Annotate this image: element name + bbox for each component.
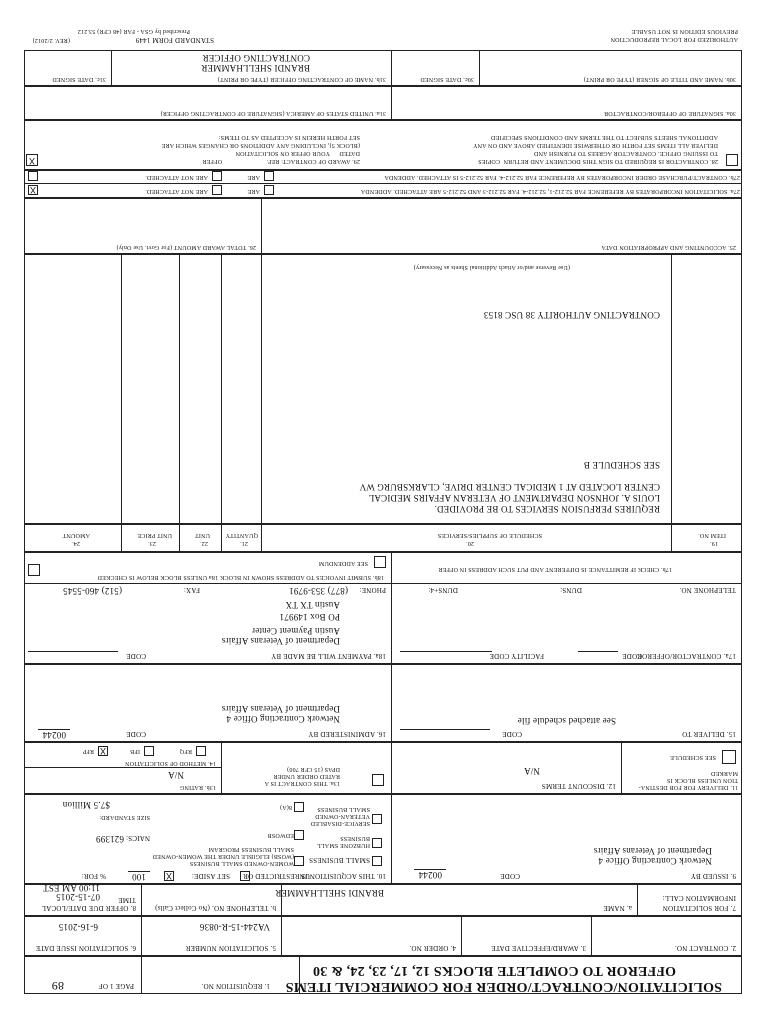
- 28-checkbox[interactable]: [726, 154, 738, 166]
- deliver-to: See attached schedule file: [517, 716, 616, 726]
- sig-30b-label: 30b. NAME AND TITLE OF SIGNER (TYPE OR PRINT): [583, 76, 736, 82]
- col-22-label: UNIT: [194, 532, 210, 538]
- check-17b-label: 17b. CHECK IF REMITTANCE IS DIFFERENT AND PUT SUCH ADDRESS IN OFFER: [438, 566, 672, 572]
- payment-label: 18a. PAYMENT WILL BE MADE BY: [270, 652, 386, 660]
- col-21-num: 21.: [239, 540, 248, 546]
- row-28-line-2: TO ISSUING OFFICE. CONTRACTOR AGREES TO FURNISH AND: [533, 150, 718, 156]
- row-27a-text: 27a. SOLICITATION INCORPORATES BY REFERENCE FAR 52.212-1, 52.212-4. FAR 52.212-3 AND 52.212-5 ARE ATTACHED. ADDENDA: [360, 188, 740, 194]
- col-23-num: 23.: [147, 540, 156, 546]
- small-business-label: SMALL BUSINESS: [308, 856, 370, 864]
- reverse-note: (Use Reverse and/or Attach Additional Sheets as Necessary): [413, 264, 570, 270]
- naics-label: NAICS:: [125, 834, 150, 842]
- hubzone-label-1: HUBZONE SMALL: [316, 842, 370, 848]
- payment-line-3: PO Box 149971: [279, 612, 340, 622]
- wosb-label-1: WOMEN-OWNED SMALL BUSINESS: [189, 860, 294, 866]
- 27a-are-label: ARE: [247, 188, 260, 194]
- row-28-line-1: 28. CONTRACTOR IS REQUIRED TO SIGN THIS DOCUMENT AND RETURN: [503, 158, 718, 164]
- contracting-authority: CONTRACTING AUTHORITY 38 USC 8153: [483, 310, 660, 320]
- footer-prescribed: Prescribed by GSA - FAR (48 CFR) 53.212: [77, 28, 190, 34]
- row-29-line-3: (BLOCK 5), INCLUDING ANY ADDITIONS OR CHANGES WHICH ARE: [161, 142, 360, 148]
- col-19-num: 19.: [709, 540, 718, 546]
- col-24-num: 24.: [71, 540, 80, 546]
- duns4-label: DUNS+4:: [428, 586, 458, 594]
- sig-31a-label: 31a. UNITED STATES OF AMERICA (SIGNATURE OF CONTRACTING OFFICER): [160, 110, 386, 116]
- admin-code: 00244: [39, 729, 71, 740]
- phone-label-18: PHONE:: [359, 586, 386, 594]
- see-schedule-b: SEE SCHEDULE B: [583, 460, 660, 470]
- contact-name: BRANDI SHELLHAMMER: [275, 888, 384, 898]
- 27b-are-not-checkbox[interactable]: [212, 171, 222, 181]
- rfp-label: RFP: [82, 748, 94, 754]
- items-header: [24, 524, 742, 552]
- contracting-officer-name: BRANDI SHELLHAMMER: [201, 63, 310, 73]
- deliver-to-label: 15. DELIVER TO: [681, 730, 736, 738]
- 27b-are-not-label: ARE NOT ATTACHED.: [145, 174, 208, 180]
- form-subtitle: OFFEROR TO COMPLETE BLOCKS 12, 17, 23, 24, & 30: [312, 963, 676, 978]
- payment-line-2: Austin Payment Center: [251, 626, 340, 636]
- rated-checkbox[interactable]: [372, 774, 384, 786]
- wosb-label-3: SMALL BUSINESS PROGRAM: [208, 846, 294, 852]
- col-19-label: ITEM NO.: [698, 532, 726, 538]
- set-aside-checkbox[interactable]: X: [166, 871, 173, 881]
- requisition-label: 1. REQUISITION NO.: [201, 982, 270, 990]
- 27b-checkbox[interactable]: [28, 171, 38, 181]
- solicitation-no: VA244-15-R-0836: [199, 922, 270, 932]
- issue-date-label: 6. SOLICITATION ISSUE DATE: [35, 944, 136, 952]
- sig-30c-label: 30c. DATE SIGNED: [420, 76, 474, 82]
- see-schedule-label: SEE SCHEDULE: [670, 754, 716, 760]
- sig-31c-label: 31c. DATE SIGNED: [52, 76, 106, 82]
- rfq-checkbox[interactable]: [196, 746, 206, 756]
- sig-30a-label: 30a. SIGNATURE OF OFFEROR/CONTRACTOR: [603, 110, 736, 116]
- contract-no-label: 2. CONTRACT NO.: [674, 944, 736, 952]
- sig-31b-label: 31b. NAME OF CONTRACTING OFFICER (TYPE OR PRINT): [217, 76, 386, 82]
- issued-by-label: 9. ISSUED BY: [690, 872, 736, 880]
- form-title: SOLICITATION/CONTRACT/ORDER FOR COMMERCIAL ITEMS: [285, 979, 722, 994]
- page-count: 89: [51, 979, 64, 993]
- submit-18b-label: 18b. SUBMIT INVOICES TO ADDRESS SHOWN IN BLOCK 18a UNLESS BLOCK BELOW IS CHECKED: [97, 574, 384, 580]
- 27a-are-checkbox[interactable]: [264, 185, 274, 195]
- fax: (512) 460-5545: [62, 586, 122, 596]
- col-20-label: SCHEDULE OF SUPPLIES/SERVICES: [437, 532, 542, 538]
- naics-code: 621399: [95, 834, 124, 844]
- 29-checkbox[interactable]: X: [26, 154, 38, 166]
- acquisition-label: 10. THIS ACQUISITION IS: [301, 872, 386, 880]
- phone: (877) 353-9791: [288, 586, 348, 596]
- payment-code-label: CODE: [126, 652, 146, 660]
- contractor-code-label: CODE: [622, 652, 642, 660]
- item-desc-line-3: CENTER LOCATED AT 1 MEDICAL CENTER DRIVE, CLARKSBURG WV: [359, 482, 660, 492]
- sdvosb-label-3: SMALL BUSINESS: [317, 806, 370, 812]
- contractor-label: 17a. CONTRACTOR/OFFEROR: [637, 652, 736, 660]
- hubzone-checkbox[interactable]: [372, 838, 382, 848]
- info-call-label-2: INFORMATION CALL:: [662, 894, 736, 902]
- pct-for-label: % FOR:: [81, 872, 106, 880]
- accounting-label: 25. ACCOUNTING AND APPROPRIATION DATA: [601, 244, 736, 250]
- item-desc-line-2: LOUIS A. JOHNSON DEPARTMENT OF VETERAN AFFAIRS MEDICAL: [368, 493, 660, 503]
- col-20-num: 20.: [465, 540, 474, 546]
- small-business-checkbox[interactable]: [372, 856, 382, 866]
- award-date-label: 3. AWARD/EFFECTIVE DATE: [491, 944, 586, 952]
- delivery-label-3: MARKED: [710, 770, 738, 776]
- rated-label-3: DPAS (15 CFR 700): [286, 766, 340, 772]
- total-award-label: 26. TOTAL AWARD AMOUNT (For Govt. Use Only): [116, 244, 256, 250]
- deliver-code-label: CODE: [502, 730, 522, 738]
- 27b-are-label: ARE: [247, 174, 260, 180]
- 27a-are-not-label: ARE NOT ATTACHED.: [145, 188, 208, 194]
- rating: N/A: [167, 770, 184, 780]
- standard-form-label: STANDARD FORM 1449: [135, 36, 214, 44]
- unrestricted-label: UNRESTRICTED OR: [243, 872, 310, 880]
- see-addendum-label: SEE ADDENDUM: [318, 560, 368, 566]
- name-label: a. NAME: [603, 904, 632, 912]
- col-22-num: 22.: [199, 540, 208, 546]
- size-standard-label: SIZE STANDARD:: [99, 814, 150, 820]
- due-date-label-2: TIME: [118, 896, 136, 904]
- administered-by-label: 16. ADMINISTERED BY: [308, 730, 386, 738]
- col-24-label: AMOUNT: [62, 532, 90, 538]
- payment-line-1: Department of Veterans Affairs: [221, 636, 340, 646]
- row-29-line-2: YOUR OFFER ON SOLICITATION: [235, 150, 330, 156]
- issued-code: 00244: [415, 869, 447, 880]
- 27b-are-checkbox[interactable]: [264, 171, 274, 181]
- issued-line-2: Department of Veterans Affairs: [593, 846, 712, 856]
- telephone-label: TELEPHONE NO.: [679, 586, 736, 594]
- set-aside-pct: 100: [128, 871, 150, 882]
- issued-code-label: CODE: [500, 872, 520, 880]
- duns-label: DUNS:: [559, 586, 582, 594]
- due-date-label-1: 8. OFFER DUE DATE/LOCAL: [41, 904, 136, 912]
- addendum-checkbox[interactable]: [374, 556, 386, 568]
- 27a-are-not-checkbox[interactable]: [212, 185, 222, 195]
- rfp-checkbox[interactable]: X: [100, 746, 107, 756]
- row-28-line-4: ADDITIONAL SHEETS SUBJECT TO THE TERMS AND CONDITIONS SPECIFIED: [490, 134, 718, 140]
- col-21-label: QUANTITY: [225, 532, 258, 538]
- payment-line-4: Austin TX TX: [285, 600, 340, 610]
- 27a-checkbox[interactable]: X: [30, 185, 37, 195]
- wosb-label-2: (WOSB) ELIGIBLE UNDER THE WOMEN-OWNED: [152, 853, 294, 859]
- order-no-label: 4. ORDER NO.: [409, 944, 456, 952]
- rated-label-1: 13a. THIS CONTRACT IS A: [264, 780, 340, 786]
- row-28-line-3: DELIVER ALL ITEMS SET FORTH OR OTHERWISE IDENTIFIED ABOVE AND ON ANY: [472, 142, 718, 148]
- delivery-label-2: TION UNLESS BLOCK IS: [666, 777, 738, 783]
- delivery-checkbox[interactable]: [722, 750, 736, 764]
- col-23-label: UNIT PRICE: [137, 532, 172, 538]
- fax-label: FAX:: [183, 586, 200, 594]
- issue-date: 6-16-2015: [58, 922, 98, 932]
- page-label: PAGE 1 OF: [98, 982, 134, 990]
- discount-terms-label: 12. DISCOUNT TERMS: [541, 782, 616, 790]
- remittance-checkbox[interactable]: [28, 564, 40, 576]
- method-label: 14. METHOD OF SOLICITATION: [124, 760, 216, 766]
- issued-line-1: Network Contracting Office 4: [598, 856, 712, 866]
- delivery-label-1: 11. DELIVERY FOR FOB DESTINA-: [638, 784, 738, 790]
- solicitation-no-label: 5. SOLICITATION NUMBER: [185, 944, 276, 952]
- row-29-line-1: 29. AWARD OF CONTRACT: REF.: [266, 158, 360, 164]
- form-revision: (REV. 2/2012): [32, 37, 70, 43]
- copies-label: COPIES: [478, 158, 500, 164]
- footer-left-1: AUTHORIZED FOR LOCAL REPRODUCTION: [610, 36, 738, 42]
- set-aside-label: SET ASIDE:: [191, 872, 230, 880]
- rated-label-2: RATED ORDER UNDER: [273, 773, 340, 779]
- ifb-label: IFB: [130, 748, 140, 754]
- sdvosb-label-2: VETERAN-OWNED: [315, 813, 370, 819]
- hubzone-label-2: BUSINESS: [340, 835, 370, 841]
- eight-a-checkbox[interactable]: [294, 802, 304, 812]
- row-29-dated: DATED: [339, 150, 360, 156]
- rating-label: 13b. RATING: [179, 784, 216, 790]
- due-time: 11:00 AM EST: [42, 883, 100, 893]
- wosb-checkbox[interactable]: [294, 856, 304, 866]
- row-29-line-4: SET FORTH HEREIN IS ACCEPTED AS TO ITEMS:: [218, 134, 360, 140]
- item-desc-line-1: REQUIRES PERFUSION SERVICES TO BE PROVIDED.: [434, 504, 660, 514]
- rfq-label: RFQ: [179, 748, 192, 754]
- edwosb-label: EDWOSB: [267, 832, 294, 838]
- phone-label: b. TELEPHONE NO. (No Collect Calls): [155, 904, 276, 912]
- facility-code-label: FACILITY CODE: [489, 652, 544, 660]
- size-standard: $7.5 Million: [62, 800, 110, 810]
- row-29-offer: OFFER: [202, 158, 222, 164]
- sdvosb-label-1: SERVICE-DISABLED: [310, 820, 370, 826]
- row-27b-text: 27b. CONTRACT/PURCHASE ORDER INCORPORATES BY REFERENCE FAR 52.212-4. FAR 52.212-5 IS ATTACHED. ADDENDA: [384, 174, 740, 180]
- ifb-checkbox[interactable]: [144, 746, 154, 756]
- edwosb-checkbox[interactable]: [294, 830, 304, 840]
- footer-left-2: PREVIOUS EDITION IS NOT USABLE: [631, 28, 738, 34]
- admin-line-2: Department of Veterans Affairs: [221, 704, 340, 714]
- due-date: 07-15-2015: [56, 892, 100, 902]
- contracting-officer-title: CONTRACTING OFFICER: [202, 53, 310, 63]
- discount-terms: N/A: [523, 766, 540, 776]
- sdvosb-checkbox[interactable]: [372, 814, 382, 824]
- info-call-label-1: 7. FOR SOLICITATION: [662, 904, 736, 912]
- admin-code-label: CODE: [126, 730, 146, 738]
- eight-a-label: 8(A): [279, 804, 292, 810]
- admin-line-1: Network Contracting Office 4: [226, 714, 340, 724]
